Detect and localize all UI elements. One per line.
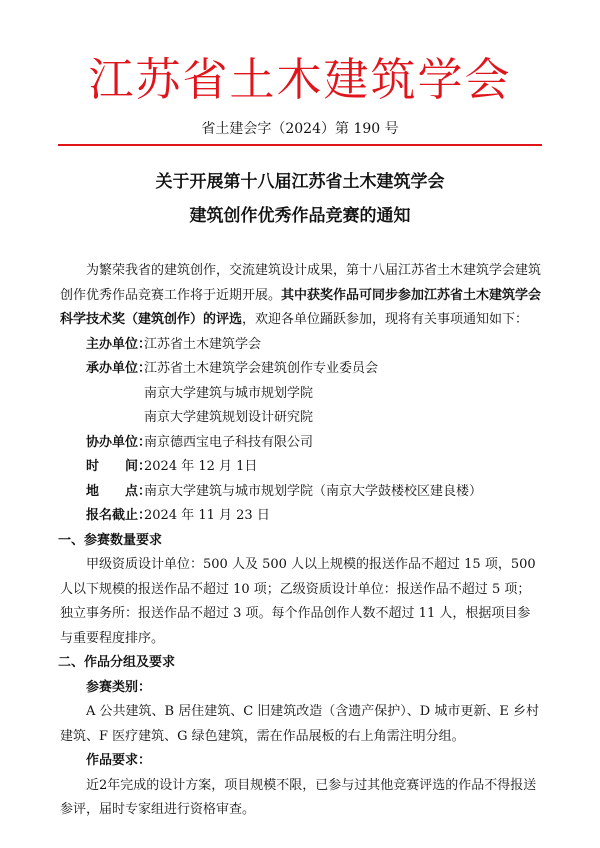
section-2-title: 二、作品分组及要求 xyxy=(58,655,176,670)
organizer-row xyxy=(60,333,542,358)
place-value: 南京大学建筑与城市规划学院（南京大学鼓楼校区建良楼） xyxy=(144,483,483,499)
section-1-text: 甲级资质设计单位：500 人及 500 人以上规模的报送作品不超过 15 项，500 人以下规模的报送作品不超过 10 项；乙级资质设计单位：报送作品不超过 5 项；独立事务所：报送作品不超过 3 项。每个作品创作人数不超过 11 人，根据项目参与重要程度排序。 xyxy=(60,557,536,646)
red-divider xyxy=(58,144,542,146)
organizer-value: 江苏省土木建筑学会 xyxy=(144,336,262,352)
place-row xyxy=(60,480,542,505)
notice-body xyxy=(60,259,542,823)
notice-title-line-1: 关于开展第十八届江苏省土木建筑学会 xyxy=(155,172,445,192)
notice-title-line-2: 建筑创作优秀作品竞赛的通知 xyxy=(189,206,411,226)
time-value: 2024 年 12 月 1日 xyxy=(144,459,258,474)
deadline-label: 报名截止： xyxy=(86,508,152,523)
intro-text: 为繁荣我省的建筑创作，交流建筑设计成果，第十八届江苏省土木建筑学会建筑创作优秀作品竞赛工作将于近期开展。 xyxy=(60,263,542,303)
co-organizer-label: 协办单位： xyxy=(86,434,152,450)
undertaker-row xyxy=(60,357,542,382)
organization-name: 江苏省土木建筑学会 xyxy=(88,53,512,106)
document-number: 省土建会字（2024）第 190 号 xyxy=(201,121,399,137)
undertaker-value-1: 江苏省土木建筑学会建筑创作专业委员会 xyxy=(144,361,379,376)
section-1-title: 一、参赛数量要求 xyxy=(58,532,163,548)
co-organizer-value: 南京德西宝电子科技有限公司 xyxy=(144,434,314,450)
undertaker-value-3: 南京大学建筑规划设计研究院 xyxy=(144,410,314,425)
requirement-label: 作品要求： xyxy=(86,753,152,768)
time-label: 时 间： xyxy=(86,459,152,474)
organizer-label: 主办单位： xyxy=(86,336,152,352)
deadline-value: 2024 年 11 月 23 日 xyxy=(144,508,270,523)
requirement-text: 近2年完成的设计方案，项目规模不限，已参与过其他竞赛评选的作品不得报送参评，届时专家组进行资格审查。 xyxy=(60,777,537,817)
undertaker-label: 承办单位： xyxy=(86,361,152,376)
deadline-row xyxy=(60,504,542,529)
category-label: 参赛类别： xyxy=(86,679,152,695)
place-label: 地 点： xyxy=(86,483,152,499)
category-text: A 公共建筑、B 居住建筑、C 旧建筑改造（含遗产保护）、D 城市更新、E 乡村建筑、F 医疗建筑、G 绿色建筑，需在作品展板的右上角需注明分组。 xyxy=(60,704,539,744)
intro-text-end: ，欢迎各单位踊跃参加，现将有关事项通知如下： xyxy=(242,312,529,327)
co-organizer-row xyxy=(60,431,542,456)
undertaker-value-2: 南京大学建筑与城市规划学院 xyxy=(144,385,314,401)
time-row xyxy=(60,455,542,480)
intro-bold-text: 其中获奖作品可同步参加江苏省土木建筑学会科学技术奖（建筑创作）的评选 xyxy=(60,287,542,327)
intro-paragraph xyxy=(60,259,542,333)
